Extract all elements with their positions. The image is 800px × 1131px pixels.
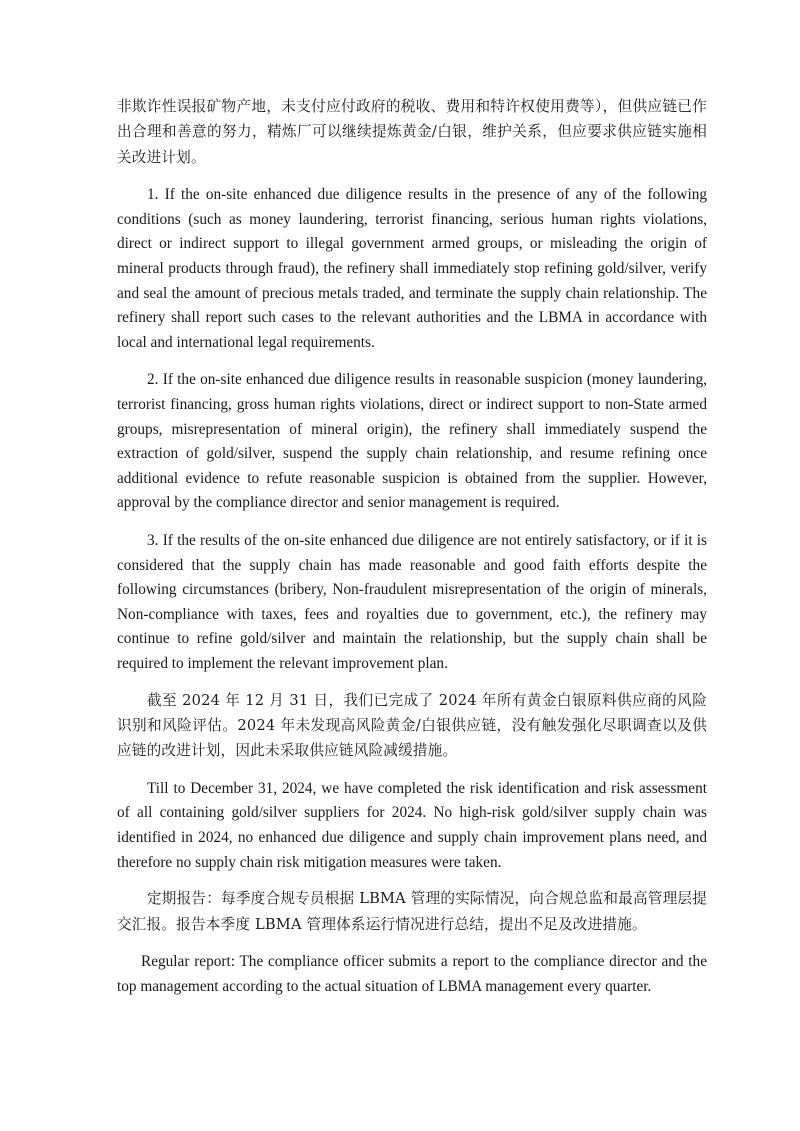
paragraph-zh-regular-report: 定期报告：每季度合规专员根据 LBMA 管理的实际情况，向合规总监和最高管理层提交汇报。报告本季度 LBMA 管理体系运行情况进行总结，提出不足及改进措施。 <box>117 890 707 933</box>
paragraph-en-regular-report: Regular report: The compliance officer submits a report to the compliance director and the top management according to the actual situation of LBMA management every quarter. <box>117 952 707 995</box>
paragraph-zh-improvement-plan-continuation: 非欺诈性误报矿物产地，未支付应付政府的税收、费用和特许权使用费等），但供应链已作出合理和善意的努力，精炼厂可以继续提炼黄金/白银，维护关系，但应要求供应链实施相关改进计划。 <box>117 98 707 166</box>
paragraph-en-condition-3-continue: 3. If the results of the on-site enhanced due diligence are not entirely satisfactory, or if it is considered that the supply chain has made reasonable and good faith efforts despite the following circumstances (bribery, Non-fraudulent misrepresentation of the origin of minerals, Non-compliance with taxes, fees and royalties due to government, etc.), the refinery may continue to refine gold/silver and maintain the relationship, but the supply chain shall be required to implement the relevant improvement plan. <box>117 531 707 672</box>
paragraph-zh-2024-assessment: 截至 2024 年 12 月 31 日，我们已完成了 2024 年所有黄金白银原料供应商的风险识别和风险评估。2024 年未发现高风险黄金/白银供应链，没有触发强化尽职调查以及供应链的改进计划，因此未采取供应链风险减缓措施。 <box>117 691 707 760</box>
paragraph-en-2024-assessment: Till to December 31, 2024, we have completed the risk identification and risk assessment of all containing gold/silver suppliers for 2024. No high-risk gold/silver supply chain was identified in 2024, no enhanced due diligence and supply chain improvement plans need, and therefore no supply chain risk mitigation measures were taken. <box>117 779 707 871</box>
document-page <box>117 94 707 999</box>
paragraph-en-condition-2-suspend: 2. If the on-site enhanced due diligence results in reasonable suspicion (money laundering, terrorist financing, gross human rights violations, direct or indirect support to non-State armed groups, misrepresentation of mineral origin), the refinery shall immediately suspend the extraction of gold/silver, suspend the supply chain relationship, and resume refining once additional evidence to refute reasonable suspicion is obtained from the supplier. However, approval by the compliance director and senior management is required. <box>117 371 707 512</box>
paragraph-en-condition-1-terminate: 1. If the on-site enhanced due diligence results in the presence of any of the following conditions (such as money laundering, terrorist financing, serious human rights violations, direct or indirect support to illegal government armed groups, or misleading the origin of mineral products through fraud), the refinery shall immediately stop refining gold/silver, verify and seal the amount of precious metals traded, and terminate the supply chain relationship. The refinery shall report such cases to the relevant authorities and the LBMA in accordance with local and international legal requirements. <box>117 186 707 351</box>
